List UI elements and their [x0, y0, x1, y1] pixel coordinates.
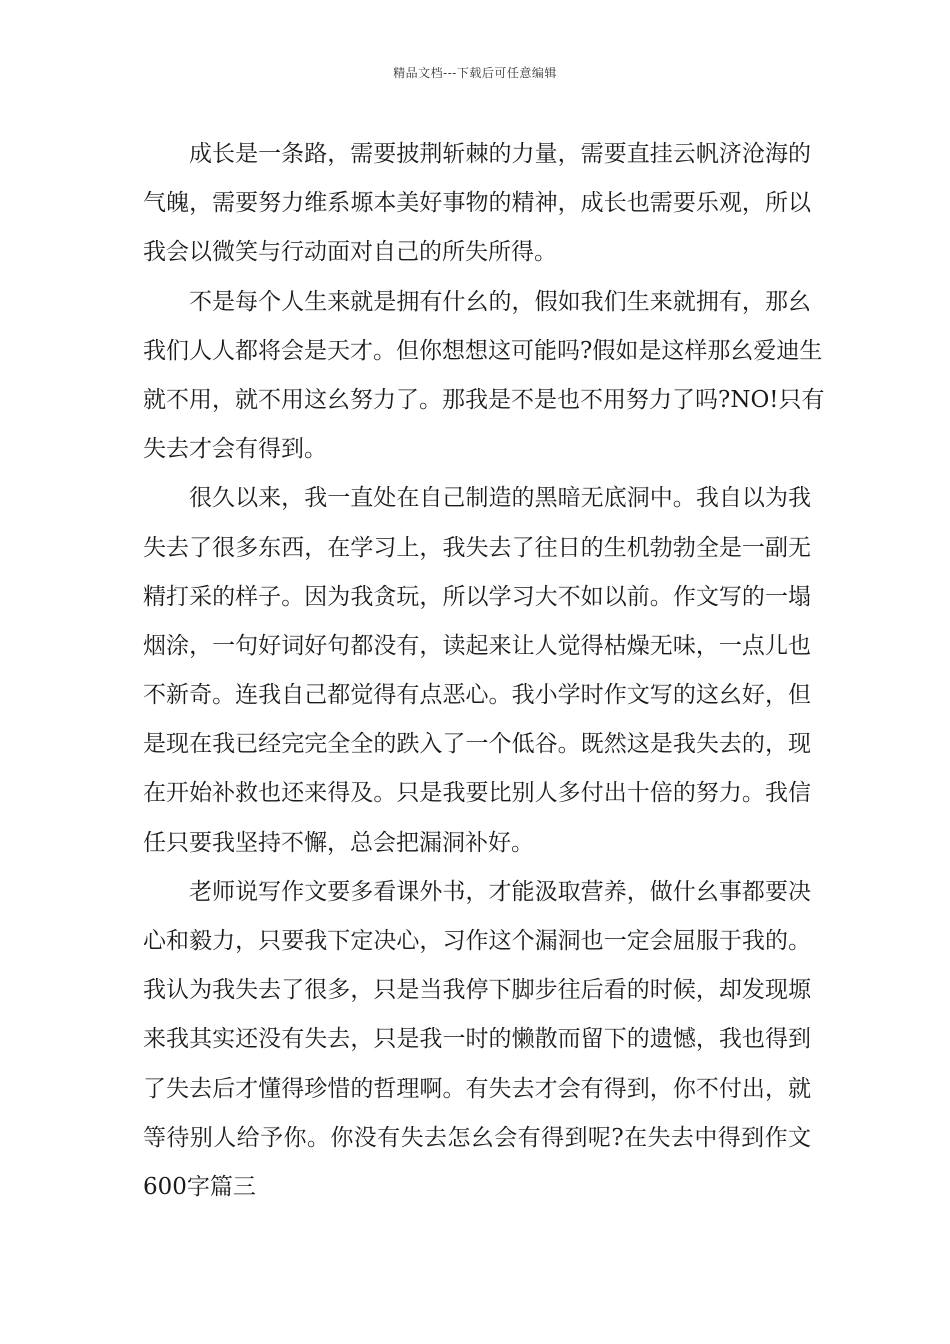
text-line: 心和毅力，只要我下定决心，习作这个漏洞也一定会屈服于我的。	[143, 928, 811, 954]
text-line: 来我其实还没有失去，只是我一时的懒散而留下的遗憾，我也得到	[143, 1026, 811, 1053]
paragraph	[143, 474, 811, 868]
text-line: 任只要我坚持不懈，总会把漏洞补好。	[143, 829, 534, 856]
paragraph	[143, 130, 811, 278]
text-line: 老师说写作文要多看课外书，才能汲取营养，做什幺事都要决	[189, 878, 811, 905]
text-line: 失去了很多东西，在学习上，我失去了往日的生机勃勃全是一副无	[143, 534, 811, 561]
paragraph	[143, 278, 825, 475]
text-line: 我们人人都将会是天才。但你想想这可能吗?假如是这样那幺爱迪生	[143, 337, 823, 364]
text-line: 气魄，需要努力维系塬本美好事物的精神，成长也需要乐观，所以	[143, 190, 811, 217]
text-line: 精打采的样子。因为我贪玩，所以学习大不如以前。作文写的一塌	[143, 583, 811, 610]
text-line: 了失去后才懂得珍惜的哲理啊。有失去才会有得到，你不付出，就	[143, 1075, 811, 1102]
text-line: 在开始补救也还来得及。只是我要比别人多付出十倍的努力。我信	[143, 780, 811, 807]
text-line: 我会以微笑与行动面对自己的所失所得。	[143, 239, 557, 266]
text-line: 600字篇三	[143, 1173, 256, 1200]
text-line: 成长是一条路，需要披荆斩棘的力量，需要直挂云帆济沧海的	[189, 141, 811, 167]
text-line: 不新奇。连我自己都觉得有点恶心。我小学时作文写的这幺好，但	[143, 682, 811, 709]
text-line: 很久以来，我一直处在自己制造的黑暗无底洞中。我自以为我	[189, 485, 811, 512]
article-body	[143, 130, 825, 1212]
text-line: 烟涂，一句好词好句都没有，读起来让人觉得枯燥无味，一点儿也	[143, 632, 811, 659]
text-line: 就不用，就不用这幺努力了。那我是不是也不用努力了吗?NO!只有	[143, 386, 825, 413]
text-line: 不是每个人生来就是拥有什幺的，假如我们生来就拥有，那幺	[189, 288, 811, 315]
paragraph	[143, 868, 811, 1212]
text-line: 是现在我已经完完全全的跌入了一个低谷。既然这是我失去的，现	[143, 731, 811, 758]
text-line: 我认为我失去了很多，只是当我停下脚步往后看的时候，却发现塬	[143, 977, 811, 1004]
text-line: 等待别人给予你。你没有失去怎幺会有得到呢?在失去中得到作文	[143, 1124, 811, 1151]
page-header: 精品文档---下载后可任意编辑	[393, 66, 557, 80]
text-line: 失去才会有得到。	[143, 436, 327, 463]
